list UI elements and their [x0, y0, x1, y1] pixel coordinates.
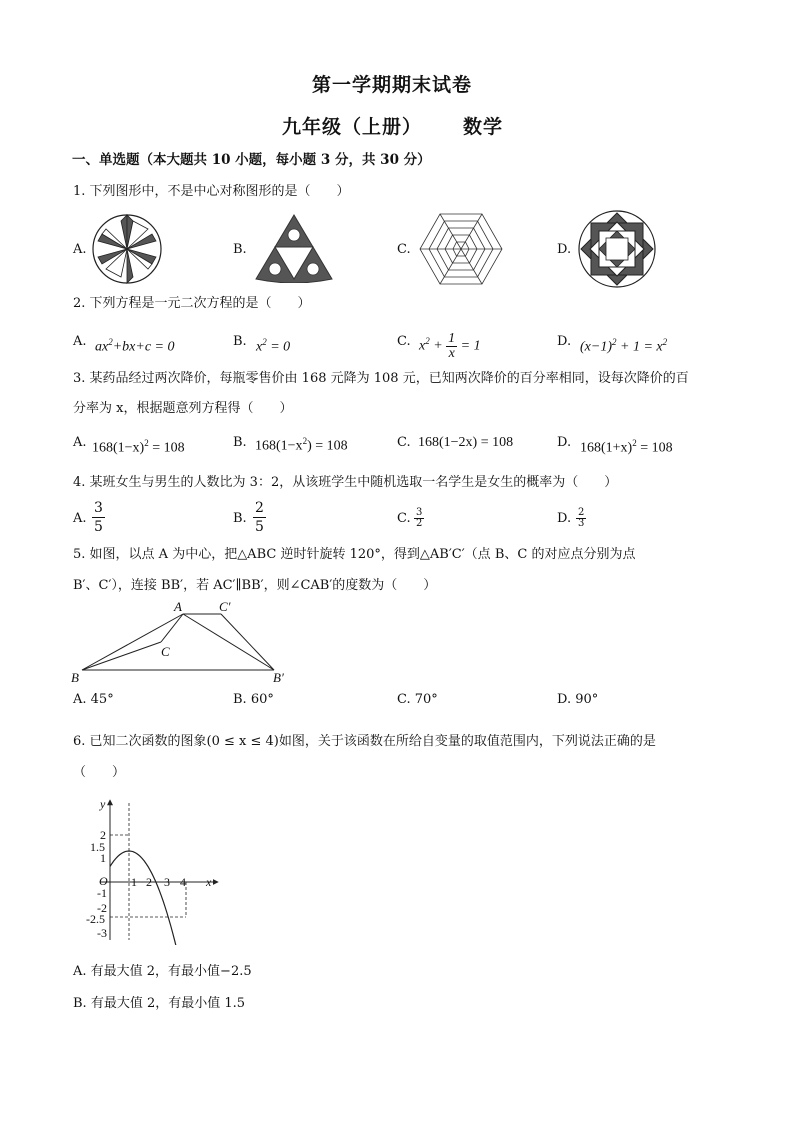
q3-label-b: B.	[233, 435, 247, 450]
q4-label-c: C.	[397, 511, 411, 526]
q4-option-d: $\frac{2}{3}$	[578, 507, 585, 529]
six-point-star-in-circle-icon	[91, 213, 163, 285]
point-label-c: C	[161, 644, 170, 659]
q2-label-d: D.	[557, 334, 572, 349]
q5-option-d: D. 90°	[557, 692, 599, 707]
q2-option-b: $x^2 = 0$	[256, 337, 291, 355]
exam-subject: 数学	[463, 116, 504, 138]
q2-option-d: $(x-1)^2 + 1 = x^2$	[580, 337, 668, 355]
q4-label-a: A.	[73, 511, 87, 526]
y-axis-label: y	[100, 797, 106, 811]
exam-grade: 九年级（上册）	[282, 116, 423, 138]
triangle-with-inverted-triangle-icon	[254, 213, 334, 283]
y-tick-2: 2	[100, 828, 106, 842]
parabola-graph	[80, 795, 230, 945]
q2-label-a: A.	[73, 334, 87, 349]
q2-label-b: B.	[233, 334, 247, 349]
parabola-curve	[110, 851, 186, 945]
q5-option-a: A. 45°	[73, 692, 114, 707]
q4-label-d: D.	[557, 511, 572, 526]
question-4-stem: 4. 某班女生与男生的人数比为 3：2，从该班学生中随机选取一名学生是女生的概率为（ ）	[73, 475, 618, 490]
q4-option-c: $\frac{3}{2}$	[416, 507, 423, 529]
y-tick-neg3: -3	[97, 926, 107, 940]
q2-option-c: $x^2$ + $\frac{1}{x}$ = 1	[419, 330, 481, 361]
q3-label-a: A.	[73, 435, 87, 450]
q1-label-d: D.	[557, 242, 572, 257]
q3-label-c: C.	[397, 435, 411, 450]
question-2-stem: 2. 下列方程是一元二次方程的是（ ）	[73, 296, 311, 311]
x-tick-1: 1	[131, 875, 137, 889]
y-tick-neg2-5: -2.5	[86, 912, 105, 926]
hexagon-web-icon	[418, 212, 504, 286]
y-tick-1: 1	[100, 851, 106, 865]
q3-option-d: $168(1+x)^2 = 108$	[580, 438, 673, 456]
point-label-b-prime: B′	[273, 670, 284, 685]
section-heading: 一、单选题（本大题共 10 小题，每小题 3 分，共 30 分）	[72, 152, 431, 168]
question-3-stem-line1: 3. 某药品经过两次降价，每瓶零售价由 168 元降为 108 元，已知两次降价的百分率相同，设每次降价的百	[73, 371, 689, 386]
octagram-in-circle-icon	[577, 209, 657, 289]
q3-label-d: D.	[557, 435, 572, 450]
point-label-a: A	[174, 599, 182, 614]
x-tick-4: 4	[180, 875, 186, 889]
y-tick-1-5: 1.5	[90, 840, 105, 854]
q5-option-b: B. 60°	[233, 692, 274, 707]
exam-title: 第一学期期末试卷	[312, 74, 473, 96]
q3-option-b: $168(1-x^2) = 108$	[255, 436, 348, 454]
question-5-stem-line1: 5. 如图，以点 A 为中心，把△ABC 逆时针旋转 120°，得到△AB′C′（点 B、C 的对应点分别为点	[73, 547, 636, 562]
q3-option-a: $168(1-x)^2 = 108$	[92, 438, 185, 456]
question-6-stem-line1: 6. 已知二次函数的图象(0 ≤ x ≤ 4)如图，关于该函数在所给自变量的取值范围内，下列说法正确的是	[73, 734, 656, 749]
x-tick-2: 2	[146, 875, 152, 889]
q1-label-b: B.	[233, 242, 247, 257]
q6-option-b: B. 有最大值 2，有最小值 1.5	[73, 996, 246, 1011]
point-label-c-prime: C′	[219, 599, 231, 614]
x-tick-3: 3	[164, 875, 170, 889]
q1-label-c: C.	[397, 242, 411, 257]
y-tick-neg2: -2	[97, 901, 107, 915]
q2-option-a: $ax^2+bx+c = 0$	[95, 337, 175, 355]
q1-label-a: A.	[73, 242, 87, 257]
rotation-triangle-figure	[66, 598, 296, 686]
point-label-b: B	[71, 670, 79, 685]
q2-label-c: C.	[397, 334, 411, 349]
q4-option-a: $\frac{3}{5}$	[94, 500, 103, 535]
q3-option-c: 168(1−2x) = 108	[418, 435, 514, 450]
origin-label: O	[99, 874, 108, 888]
question-1-stem: 1. 下列图形中，不是中心对称图形的是（ ）	[73, 184, 350, 199]
question-3-stem-line2: 分率为 x，根据题意列方程得（ ）	[73, 401, 293, 416]
x-axis-label: x	[206, 875, 212, 889]
q5-option-c: C. 70°	[397, 692, 438, 707]
q4-label-b: B.	[233, 511, 247, 526]
question-5-stem-line2: B′、C′），连接 BB′，若 AC′∥BB′，则∠CAB′的度数为（ ）	[73, 578, 437, 593]
q4-option-b: $\frac{2}{5}$	[255, 500, 264, 535]
y-tick-neg1: -1	[97, 886, 107, 900]
q6-option-a: A. 有最大值 2，有最小值−2.5	[73, 964, 252, 979]
question-6-stem-line2: （ ）	[73, 765, 126, 780]
